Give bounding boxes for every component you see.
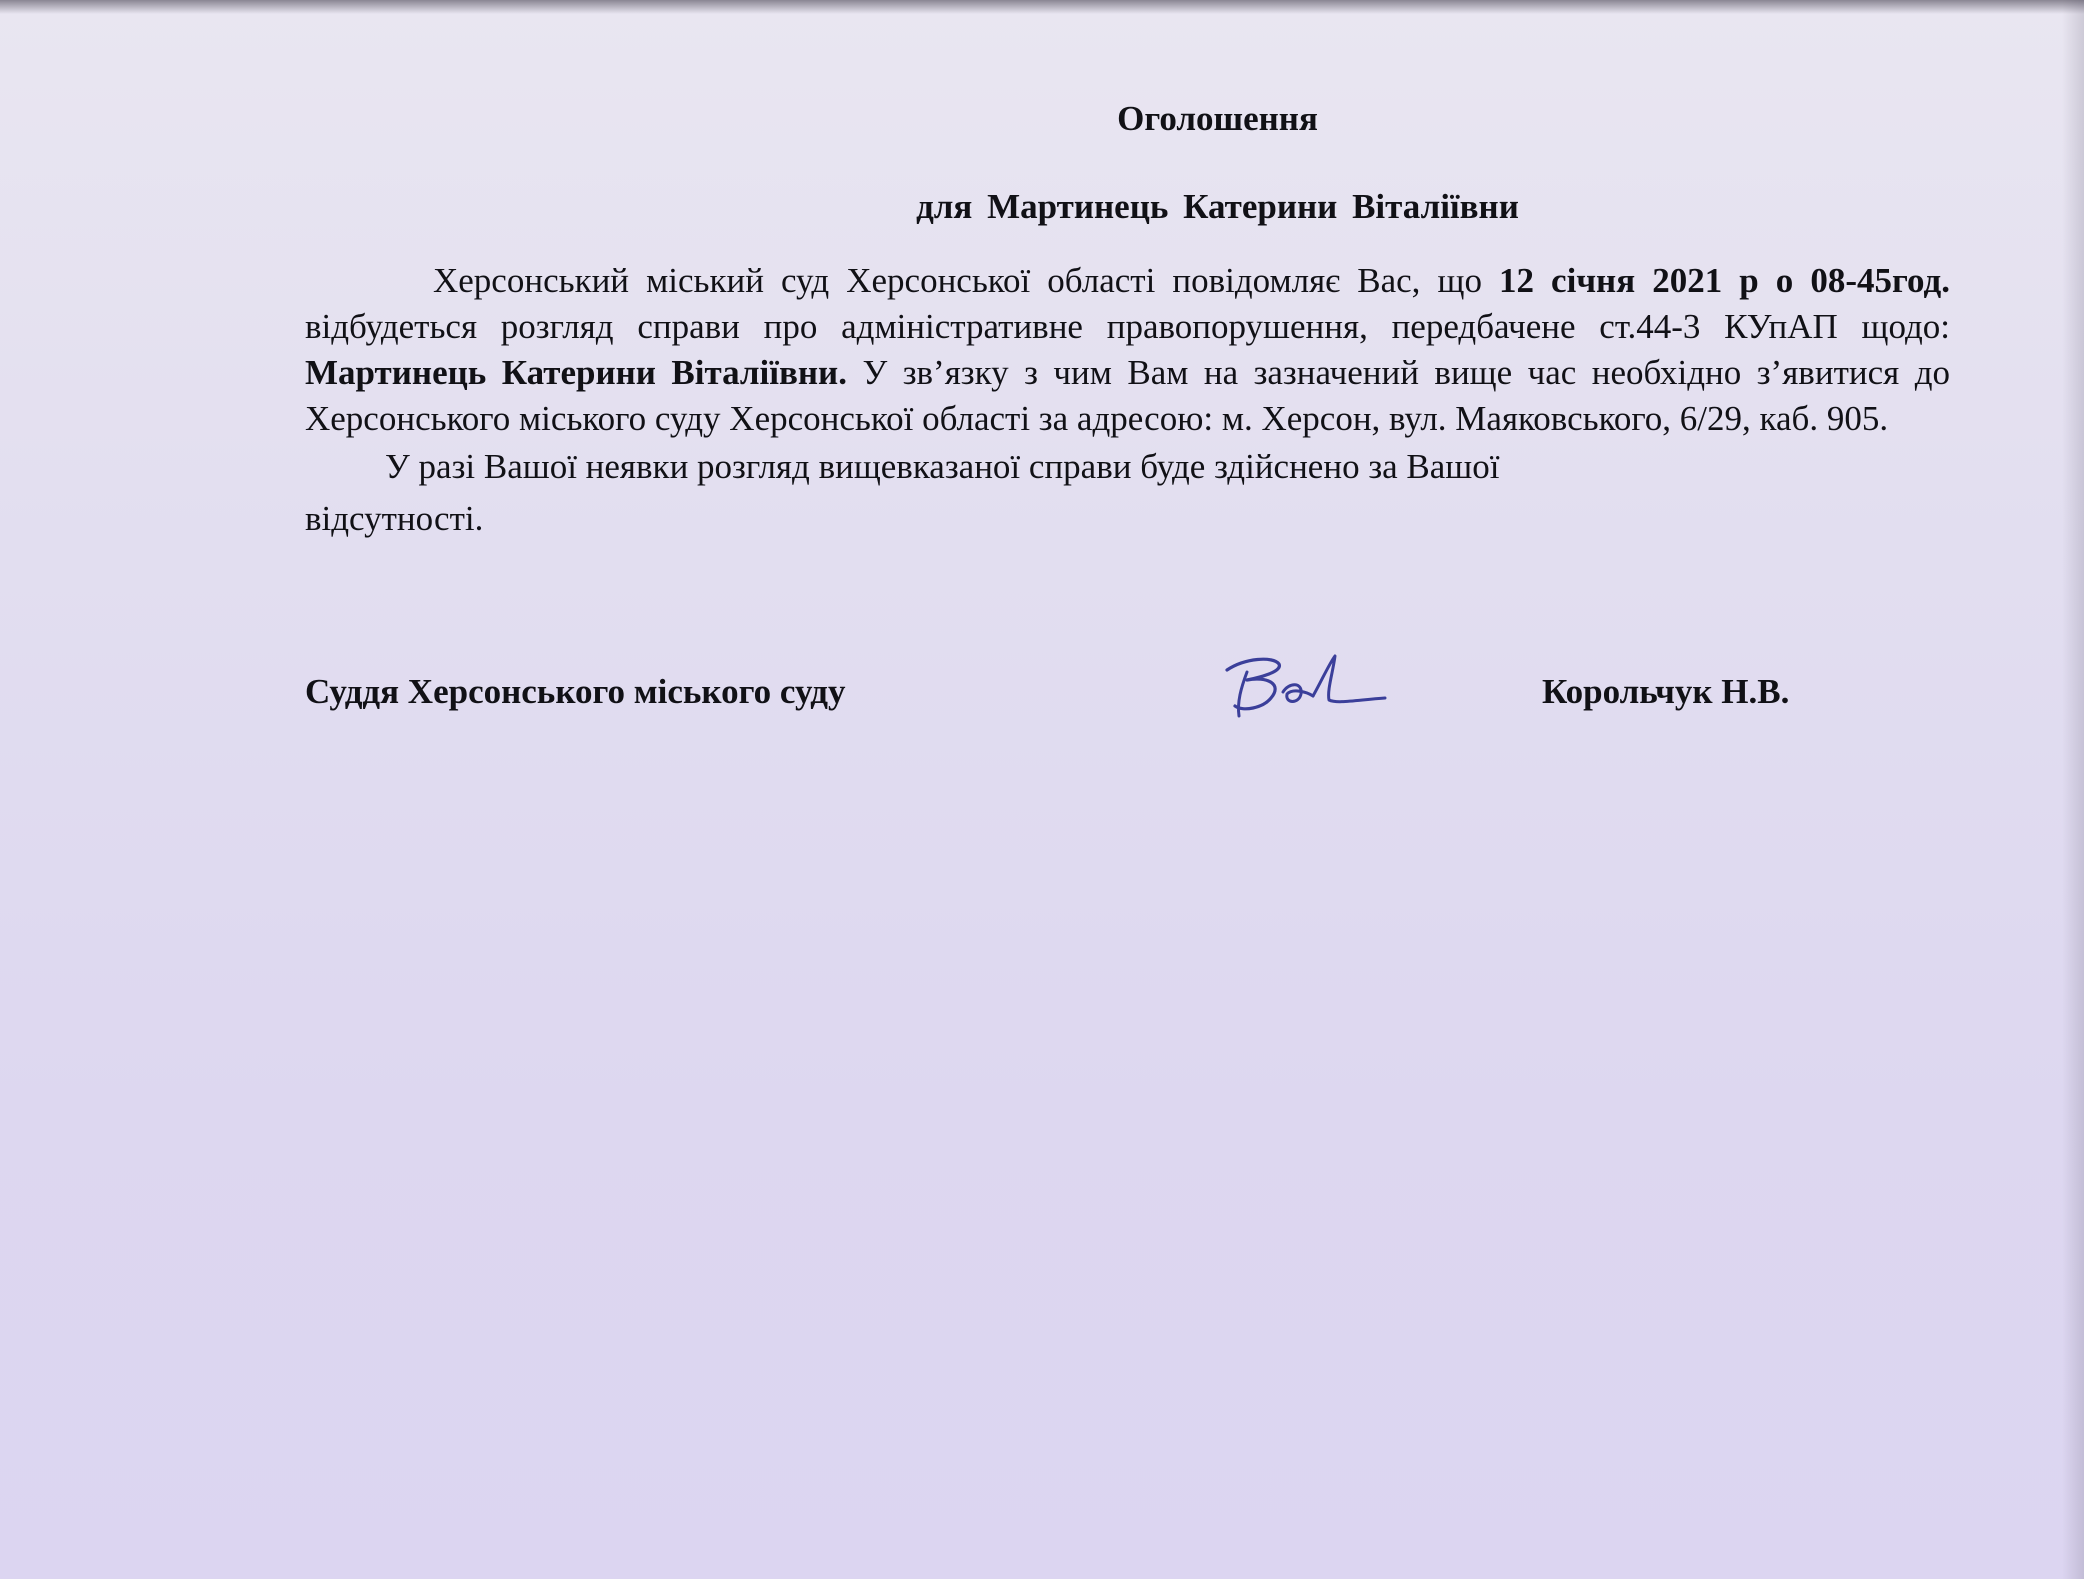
judge-position-label: Суддя Херсонського міського суду (305, 672, 846, 711)
notice-paragraph-2 (305, 444, 1950, 542)
photo-right-edge (2062, 0, 2084, 1579)
signature-stroke-4 (1313, 656, 1385, 702)
person-name: Мартинець Катерини Віталіївни. (305, 353, 847, 392)
paragraph-2-tail: відсутності. (305, 499, 484, 538)
notice-paragraph-1 (305, 258, 1950, 442)
handwritten-signature-icon (1217, 642, 1397, 722)
hearing-date-time: 12 січня 2021 р о 08-45год. (1499, 261, 1950, 300)
photo-top-shadow (0, 0, 2084, 14)
signer-name: Корольчук Н.В. (1542, 672, 1790, 711)
notice-document (305, 96, 1950, 542)
notice-title: Оголошення (1117, 99, 1318, 138)
paragraph-1-part-1: Херсонський міський суд Херсонської області повідомляє Вас, що (433, 261, 1499, 300)
signature-row (305, 666, 1950, 756)
paragraph-1-part-2: відбудеться розгляд справи про адміністративне правопорушення, передбачене ст.44-3 КУпАП щодо: (305, 307, 1950, 346)
signature-stroke-3 (1283, 685, 1313, 702)
paragraph-1-part-3: У зв’язку з чим Вам на зазначений вище час необхідно з’явитися до Херсонського міського суду Херсонської області за адресою: м. Херсон, вул. Маяковського, 6/29, каб. 905. (305, 353, 1950, 438)
paragraph-2-text: У разі Вашої неявки розгляд вищевказаної справи буде здійснено за Вашої (385, 447, 1500, 486)
signature-stroke-1 (1227, 659, 1279, 709)
notice-recipient-line: для Мартинець Катерини Віталіївни (916, 187, 1519, 226)
